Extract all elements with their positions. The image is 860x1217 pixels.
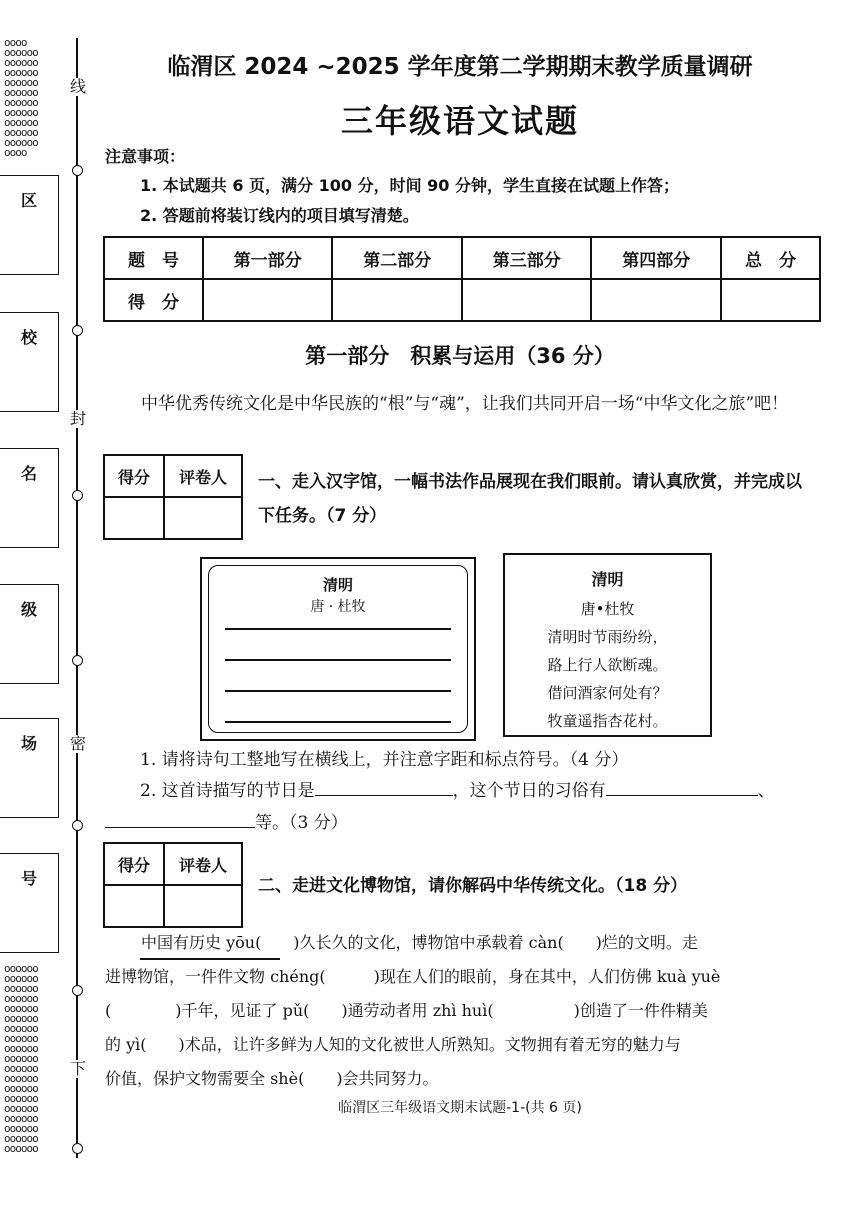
poem-writing-frame-inner: [208, 565, 468, 733]
festival-answer-blank[interactable]: [315, 777, 453, 796]
score-header-cell: 第二部分: [332, 237, 462, 279]
notice-item-1: 1. 本试题共 6 页，满分 100 分，时间 90 分钟，学生直接在试题上作答；: [140, 176, 680, 195]
score-table: [103, 236, 821, 322]
poem-writing-frame-outer: [200, 557, 476, 741]
score-cell-part3[interactable]: [462, 279, 592, 321]
custom-answer-blank-1[interactable]: [606, 777, 758, 796]
score-cell-part2[interactable]: [332, 279, 462, 321]
notice-heading: 注意事项：: [105, 147, 186, 166]
score-cell-total[interactable]: [721, 279, 820, 321]
q1-task-2: [140, 777, 830, 805]
grader-score-label: 得分: [104, 843, 164, 885]
grader-reviewer-label: 评卷人: [164, 455, 242, 497]
binding-hole: [72, 165, 83, 176]
binding-field-exam-room[interactable]: 场: [0, 718, 59, 818]
binding-field-class[interactable]: 级: [0, 584, 59, 684]
q2-passage-line: 的 yì( )术品，让许多鲜为人知的文化被世人所熟知。文物拥有着无穷的魅力与: [105, 1035, 681, 1054]
q1-task-2-text-c: 、: [757, 781, 775, 801]
q1-task-2-text-d: 等。（3 分）: [255, 813, 348, 833]
grader-reviewer-cell[interactable]: [164, 497, 242, 539]
poem-line: 清明时节雨纷纷，: [547, 628, 668, 646]
grader-score-cell[interactable]: [104, 497, 164, 539]
q1-task-2-text-b: ，这个节日的习俗有: [452, 781, 606, 801]
handwritten-underline: [140, 958, 280, 960]
notice-item-2: 2. 答题前将装订线内的项目填写清楚。: [140, 206, 419, 225]
answer-line[interactable]: [225, 690, 451, 692]
score-row-label: 得 分: [104, 279, 203, 321]
grader-reviewer-cell[interactable]: [164, 885, 242, 927]
grader-box-q1: [103, 454, 243, 540]
right-poem-author: 唐•杜牧: [580, 600, 635, 618]
decorative-dot-column-top: oooo oooooo oooooo oooooo oooooo oooooo oooooo oooooo oooooo oooooo oooooo oooo: [4, 38, 38, 156]
q2-passage-line: 进博物馆，一件件文物 chéng( )现在人们的眼前，身在其中，人们仿佛 kuà yuè: [105, 967, 721, 986]
poem-line: 牧童遥指杏花村。: [547, 712, 668, 730]
grader-score-cell[interactable]: [104, 885, 164, 927]
binding-char-feng: 封: [70, 409, 87, 428]
q2-passage-line: 中国有历史 yōu( )久长久的文化，博物馆中承载着 càn( )烂的文明。走: [141, 933, 698, 952]
binding-field-district[interactable]: 区: [0, 175, 59, 275]
score-header-cell: 总 分: [721, 237, 820, 279]
score-header-cell: 第四部分: [591, 237, 721, 279]
q1-task-2-text-a: 2. 这首诗描写的节日是: [140, 781, 315, 801]
binding-field-name[interactable]: 名: [0, 448, 59, 548]
grader-score-label: 得分: [104, 455, 164, 497]
score-header-cell: 第一部分: [203, 237, 333, 279]
binding-char-xian: 线: [70, 77, 87, 96]
binding-char-xia: 下: [70, 1059, 87, 1078]
binding-hole: [72, 820, 83, 831]
calligraphy-poem: [503, 553, 712, 737]
exam-title: 临渭区 2024 ~2025 学年度第二学期期末教学质量调研: [167, 54, 753, 80]
score-cell-part1[interactable]: [203, 279, 333, 321]
q2-passage: [105, 926, 825, 1096]
score-header-cell: 题 号: [104, 237, 203, 279]
decorative-dot-column-bottom: oooooo oooooo oooooo oooooo oooooo oooooo oooooo oooooo oooooo oooooo oooooo oooooo oooooo oooooo oooooo oooooo oooooo oooooo oooooo: [4, 964, 38, 1155]
grader-reviewer-label: 评卷人: [164, 843, 242, 885]
grader-box-q2: [103, 842, 243, 928]
binding-char-mi: 密: [70, 734, 87, 753]
left-poem-title: 清明: [322, 576, 353, 594]
q2-title: 二、走进文化博物馆，请你解码中华传统文化。（18 分）: [258, 876, 688, 896]
poem-line: 路上行人欲断魂。: [547, 656, 668, 674]
binding-hole: [72, 490, 83, 501]
q1-task-2-cont: [105, 809, 348, 837]
page-footer: 临渭区三年级语文期末试题-1-(共 6 页): [338, 1100, 582, 1116]
left-poem-author: 唐 · 杜牧: [310, 599, 366, 615]
q2-passage-line: ( )千年，见证了 pǔ( )通劳动者用 zhì huì( )创造了一件件精美: [105, 1001, 708, 1020]
exam-subtitle: 三年级语文试题: [340, 102, 579, 140]
binding-hole: [72, 325, 83, 336]
part1-title: 第一部分 积累与运用（36 分）: [305, 344, 615, 368]
binding-field-seat-number[interactable]: 号: [0, 853, 59, 953]
poem-line: 借问酒家何处有？: [547, 684, 668, 702]
score-header-cell: 第三部分: [462, 237, 592, 279]
q1-task-1: 1. 请将诗句工整地写在横线上，并注意字距和标点符号。（4 分）: [140, 750, 629, 770]
score-cell-part4[interactable]: [591, 279, 721, 321]
answer-line[interactable]: [225, 628, 451, 630]
binding-hole: [72, 1143, 83, 1154]
right-poem-title: 清明: [591, 570, 624, 589]
binding-hole: [72, 985, 83, 996]
score-table-header-row: [104, 237, 820, 279]
q1-title: 一、走入汉字馆，一幅书法作品展现在我们眼前。请认真欣赏，并完成以下任务。（7 分）: [258, 472, 802, 526]
part1-intro: 中华优秀传统文化是中华民族的“根”与“魂”，让我们共同开启一场“中华文化之旅”吧！: [141, 394, 789, 414]
q2-passage-line: 价值，保护文物需要全 shè( )会共同努力。: [105, 1069, 439, 1088]
custom-answer-blank-2[interactable]: [105, 809, 255, 828]
binding-hole: [72, 655, 83, 666]
answer-line[interactable]: [225, 659, 451, 661]
binding-field-school[interactable]: 校: [0, 312, 59, 412]
answer-line[interactable]: [225, 721, 451, 723]
score-table-score-row: [104, 279, 820, 321]
